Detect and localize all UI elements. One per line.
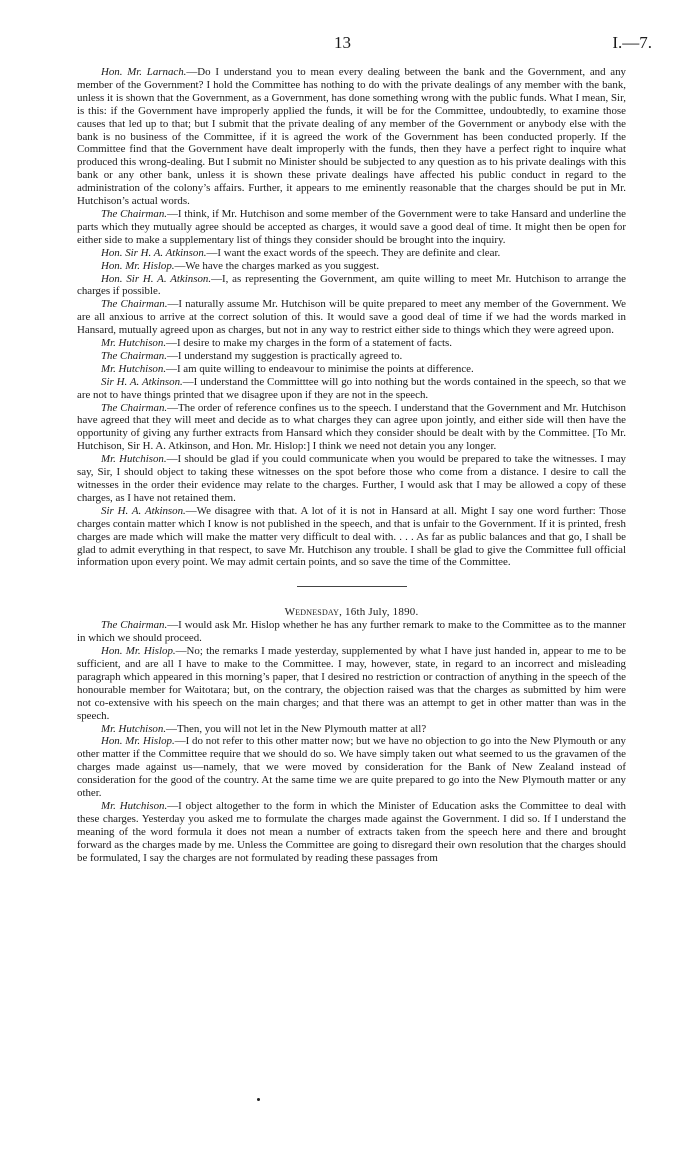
speech-text: —I naturally assume Mr. Hutchison will be quite prepared to meet any member of the Government. We are all anxious to arrive at the correct solution of this. It would save a good deal of time if we had the words marked in Hansard, mutually agreed upon as charges, but not in any way to restrict either side to things which they were agreed upon. bbox=[77, 298, 626, 337]
speech-text: —I object altogether to the form in which the Minister of Education asks the Committee to deal with these charges. Yesterday you asked me to formulate the charges made against the Government. I did so. If I understand the meaning of the word formula it does not mean a number of extracts taken from the speech here and there and brought forward as the charges made by me. Unless the Committee are going to disregard their own resolution that the charges should be formulated, I say the charges are not formulated by reading these passages from bbox=[77, 799, 626, 864]
document-reference: I.—7. bbox=[612, 33, 652, 52]
speech-text: —The order of reference confines us to the speech. I understand that the Government and Mr. Hutchison have agreed that they will meet and decide as to what charges they can agree upon jointly, and either side will then have the opportunity of giving any further extracts from Hansard which they consider should be dealt with by the Committee. [To Mr. Hutchison, Sir H. A. Atkinson, and Hon. Mr. Hislop:] I think we need not detain you any longer. bbox=[77, 401, 626, 453]
speech-paragraph bbox=[77, 376, 626, 402]
speaker-name: Mr. Hutchison. bbox=[101, 337, 167, 350]
speech-paragraph bbox=[77, 208, 626, 247]
date-day: Wednesday bbox=[284, 606, 340, 619]
speaker-name: Mr. Hutchison. bbox=[101, 722, 167, 735]
speaker-name: Hon. Sir H. A. Atkinson. bbox=[101, 272, 212, 285]
speaker-name: Mr. Hutchison. bbox=[101, 799, 168, 812]
speaker-name: Hon. Mr. Hislop. bbox=[101, 735, 175, 748]
speech-paragraph bbox=[77, 723, 626, 736]
speaker-name: The Chairman. bbox=[101, 298, 168, 311]
speech-paragraph bbox=[77, 735, 626, 800]
speech-text: —I understand my suggestion is practically agreed to. bbox=[166, 349, 403, 362]
speaker-name: The Chairman. bbox=[101, 349, 167, 362]
section-divider bbox=[297, 586, 407, 587]
document-body bbox=[77, 66, 626, 864]
speech-paragraph bbox=[77, 66, 626, 208]
speech-paragraph bbox=[77, 247, 626, 260]
speech-text: —I would ask Mr. Hislop whether he has any further remark to make to the Committee as to the manner in which we should proceed. bbox=[77, 619, 626, 645]
proceedings-section-2 bbox=[77, 619, 626, 864]
speech-text: —I do not refer to this other matter now; but we have no objection to go into the New Plymouth or any other matter if the Committee require that we should do so. We have simply taken out what seemed to us the gravamen of the charges made against us—namely, that we were moved by consideration for the Bank of New Zealand instead of consideration for the good of the country. At the same time we are quite prepared to go into the New Plymouth matter or any other. bbox=[77, 735, 626, 800]
speech-paragraph bbox=[77, 350, 626, 363]
speech-paragraph bbox=[77, 619, 626, 645]
speaker-name: Hon. Sir H. A. Atkinson. bbox=[101, 246, 207, 259]
speech-paragraph bbox=[77, 402, 626, 454]
speech-text: —I desire to make my charges in the form of a statement of facts. bbox=[166, 337, 452, 350]
date-heading bbox=[77, 606, 626, 619]
speech-paragraph bbox=[77, 505, 626, 570]
stray-mark bbox=[257, 1098, 260, 1101]
speaker-name: Mr. Hutchison. bbox=[101, 453, 167, 466]
speech-paragraph bbox=[77, 453, 626, 505]
speaker-name: Hon. Mr. Larnach. bbox=[101, 66, 187, 78]
page-number: 13 bbox=[334, 33, 351, 52]
speaker-name: Sir H. A. Atkinson. bbox=[101, 504, 186, 517]
speech-text: —I want the exact words of the speech. They are definite and clear. bbox=[206, 246, 501, 259]
speech-text: —I should be glad if you could communicate when you would be prepared to take the witnesses. I may say, Sir, I should object to taking these witnesses on the spot before those who come from a distance. I desire to call the witnesses in the order their evidence may relate to the charges. Further, I would ask that I may be allowed a copy of these charges, as I have not retained them. bbox=[77, 453, 626, 504]
speech-text: —We disagree with that. A lot of it is not in Hansard at all. Might I say one word further: Those charges contain matter which I know is not published in the speech, and that is unfair to the Government. If it is printed, fresh charges are made which will make the matter very difficult to deal with. . . . As far as public balances and that go, I shall be glad to admit everything in that respect, to save Mr. Hutchison any trouble. I shall be glad to give the Committee full official information upon every point. We may admit certain points, and so save the time of the Committee. bbox=[77, 504, 627, 569]
speech-paragraph bbox=[77, 260, 626, 273]
speaker-name: The Chairman. bbox=[101, 619, 168, 632]
speech-text: —I think, if Mr. Hutchison and some member of the Government were to take Hansard and underline the parts which they mutually agree should be accepted as charges, it would save a good deal of time. It might then be open for either side to make a supplementary list of things they consider should be brought into the inquiry. bbox=[77, 207, 626, 246]
speech-paragraph bbox=[77, 363, 626, 376]
speaker-name: Hon. Mr. Hislop. bbox=[101, 645, 176, 658]
speech-text: —Then, you will not let in the New Plymouth matter at all? bbox=[166, 722, 427, 735]
speech-text: —I understand the Committtee will go into nothing but the words contained in the speech, so that we are not to have things printed that we disagree upon if they are not in the speech. bbox=[77, 375, 626, 401]
speaker-name: Sir H. A. Atkinson. bbox=[101, 375, 183, 388]
speaker-name: The Chairman. bbox=[101, 207, 168, 220]
date-rest: , 16th July, 1890. bbox=[339, 606, 419, 619]
speech-text: —I, as representing the Government, am quite willing to meet Mr. Hutchison to arrange the charges if possible. bbox=[77, 272, 626, 298]
speech-paragraph bbox=[77, 298, 626, 337]
speaker-name: Mr. Hutchison. bbox=[101, 362, 167, 375]
speaker-name: The Chairman. bbox=[101, 401, 168, 414]
speech-paragraph bbox=[77, 273, 626, 299]
speech-text: —We have the charges marked as you suggest. bbox=[174, 259, 380, 272]
speech-text: —Do I understand you to mean every dealing between the bank and the Government, and any member of the Government? I hold the Committee has nothing to do with the private dealings of any member with the bank, unless it is shown that the Government, as a Government, has done something wrong with the public funds. What I mean, Sir, is this: if the Government have improperly applied the funds, it will be for the Committee, undoubtedly, to examine those causes that led up to that; but I submit that the private dealing of any member of the Government or anybody else with the bank is no business of the Committee, if it is agreed the work of the Government has been conducted properly. If the Committee find that the Government have dealt improperly with the funds, then they have a perfect right to inquire what produced this wrong-dealing. But I submit no Minister should be subjected to any question as to his private dealings with this bank or any other bank, unless it is shown these private dealings have affected his public conduct in regard to the administration of the colony’s affairs. Further, it appears to me eminently reasonable that the charges should be put in Mr. Hutchison’s actual words. bbox=[77, 66, 626, 208]
speaker-name: Hon. Mr. Hislop. bbox=[101, 259, 175, 272]
page-header bbox=[0, 33, 700, 53]
speech-paragraph bbox=[77, 337, 626, 350]
speech-paragraph bbox=[77, 645, 626, 722]
speech-text: —No; the remarks I made yesterday, supplemented by what I have just handed in, appear to me to be sufficient, and are all I have to make to the Committee. I may, however, state, in regard to an incorrect and misleading paragraph which appeared in this morning’s paper, that I desired no restriction or contraction of anything in the speech of the honourable member for Waitotara; but, on the contrary, the objection raised was that the charges as submitted by him were not co-extensive with his speech on the main charges; and that there was an attempt to get in other matter than was in the speech. bbox=[77, 645, 626, 722]
speech-paragraph bbox=[77, 800, 626, 865]
speech-text: —I am quite willing to endeavour to minimise the points at difference. bbox=[166, 362, 474, 375]
proceedings-section-1 bbox=[77, 66, 626, 569]
